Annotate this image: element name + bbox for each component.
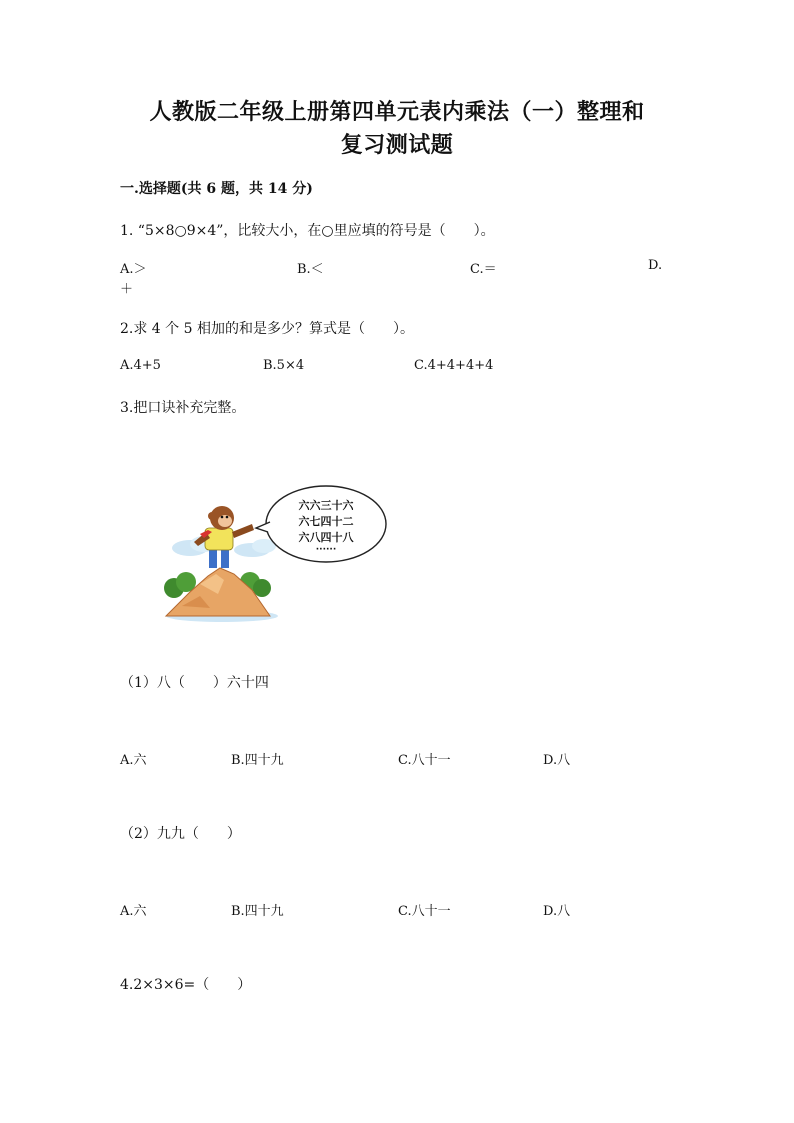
q3-2-option-d[interactable]: D.八 <box>543 904 571 919</box>
page-title <box>100 96 694 162</box>
bubble-line-4: ······ <box>315 545 337 555</box>
q1-option-b[interactable]: B.＜ <box>297 262 324 277</box>
q3-2-option-b[interactable]: B.四十九 <box>231 904 284 919</box>
title-line-1: 人教版二年级上册第四单元表内乘法（一）整理和 <box>149 99 645 125</box>
section-header: 一.选择题(共 6 题，共 14 分) <box>120 181 313 197</box>
question-3-sub-1: （1）八（ ）六十四 <box>120 675 269 691</box>
question-2: 2.求 4 个 5 相加的和是多少？算式是（ ）。 <box>120 321 414 337</box>
question-3: 3.把口诀补充完整。 <box>120 400 246 416</box>
q1-option-a[interactable]: A.＞ <box>120 262 147 277</box>
monkey-speech-illustration <box>160 484 400 624</box>
q3-2-option-a[interactable]: A.六 <box>120 904 147 919</box>
q3-1-option-b[interactable]: B.四十九 <box>231 753 284 768</box>
q2-option-c[interactable]: C.4+4+4+4 <box>414 358 494 373</box>
bubble-line-3: 六八四十八 <box>298 531 354 544</box>
question-4: 4.2×3×6=（ ） <box>120 977 252 993</box>
q3-1-option-a[interactable]: A.六 <box>120 753 147 768</box>
q1-option-d-value: ＋ <box>120 282 134 297</box>
q3-1-option-d[interactable]: D.八 <box>543 753 571 768</box>
title-line-2: 复习测试题 <box>340 132 454 158</box>
q1-option-d[interactable]: D. <box>648 258 663 273</box>
q1-option-c[interactable]: C.＝ <box>470 262 497 277</box>
q3-2-option-c[interactable]: C.八十一 <box>398 904 451 919</box>
q2-option-b[interactable]: B.5×4 <box>263 358 305 373</box>
question-1: 1. “5×8○9×4”，比较大小，在○里应填的符号是（ ）。 <box>120 223 495 239</box>
q3-1-option-c[interactable]: C.八十一 <box>398 753 451 768</box>
bubble-line-1: 六六三十六 <box>298 499 354 512</box>
bubble-line-2: 六七四十二 <box>298 515 354 528</box>
q2-option-a[interactable]: A.4+5 <box>120 358 161 373</box>
question-3-sub-2: （2）九九（ ） <box>120 826 241 842</box>
